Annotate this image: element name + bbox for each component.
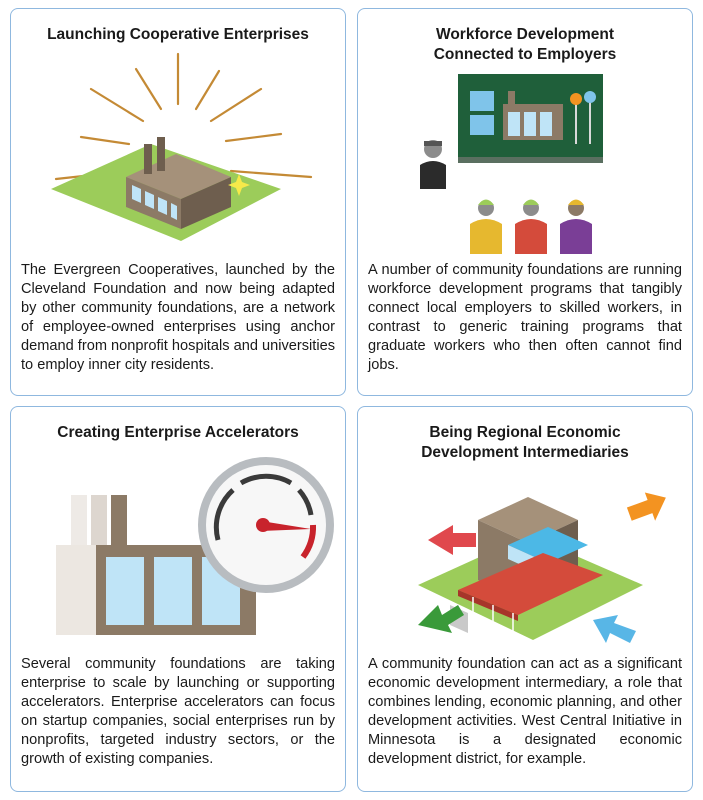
card-title: Workforce Development Connected to Employers bbox=[433, 26, 617, 63]
card-cooperative-enterprises bbox=[10, 8, 346, 396]
card-workforce-development bbox=[357, 8, 693, 396]
card-description: The Evergreen Cooperatives, launched by the Cleveland Foundation and now being adapted by other community foundations, are a network of employee-owned enterprises using anchor demand from nonprofit hospitals and universities to employ inner city residents. bbox=[21, 262, 335, 373]
card-title: Being Regional Economic Development Intermediaries bbox=[421, 424, 629, 461]
card-description: A community foundation can act as a significant economic development intermediary, a role that combines lending, economic planning, and other development activities. West Central Initiative in Minnesota is a designated economic development district, for example. bbox=[368, 656, 682, 767]
accelerator-gauge-illustration bbox=[11, 445, 345, 645]
classroom-illustration bbox=[358, 69, 692, 259]
card-regional-intermediaries bbox=[357, 406, 693, 792]
card-title: Creating Enterprise Accelerators bbox=[57, 424, 299, 441]
regional-building-arrows-illustration bbox=[358, 465, 692, 655]
card-enterprise-accelerators bbox=[10, 406, 346, 792]
card-title: Launching Cooperative Enterprises bbox=[47, 26, 309, 43]
factory-sunburst-illustration bbox=[11, 49, 345, 259]
card-description: A number of community foundations are running workforce development programs that tangibly connect local employers to skilled workers, in contrast to generic training programs that graduate workers who then often cannot find jobs. bbox=[368, 262, 682, 373]
card-description: Several community foundations are taking enterprise to scale by launching or supporting accelerators. Enterprise accelerators can focus on startup companies, social enterprises run by nonprofits, targeted industry sectors, or the growth of existing companies. bbox=[21, 656, 335, 767]
